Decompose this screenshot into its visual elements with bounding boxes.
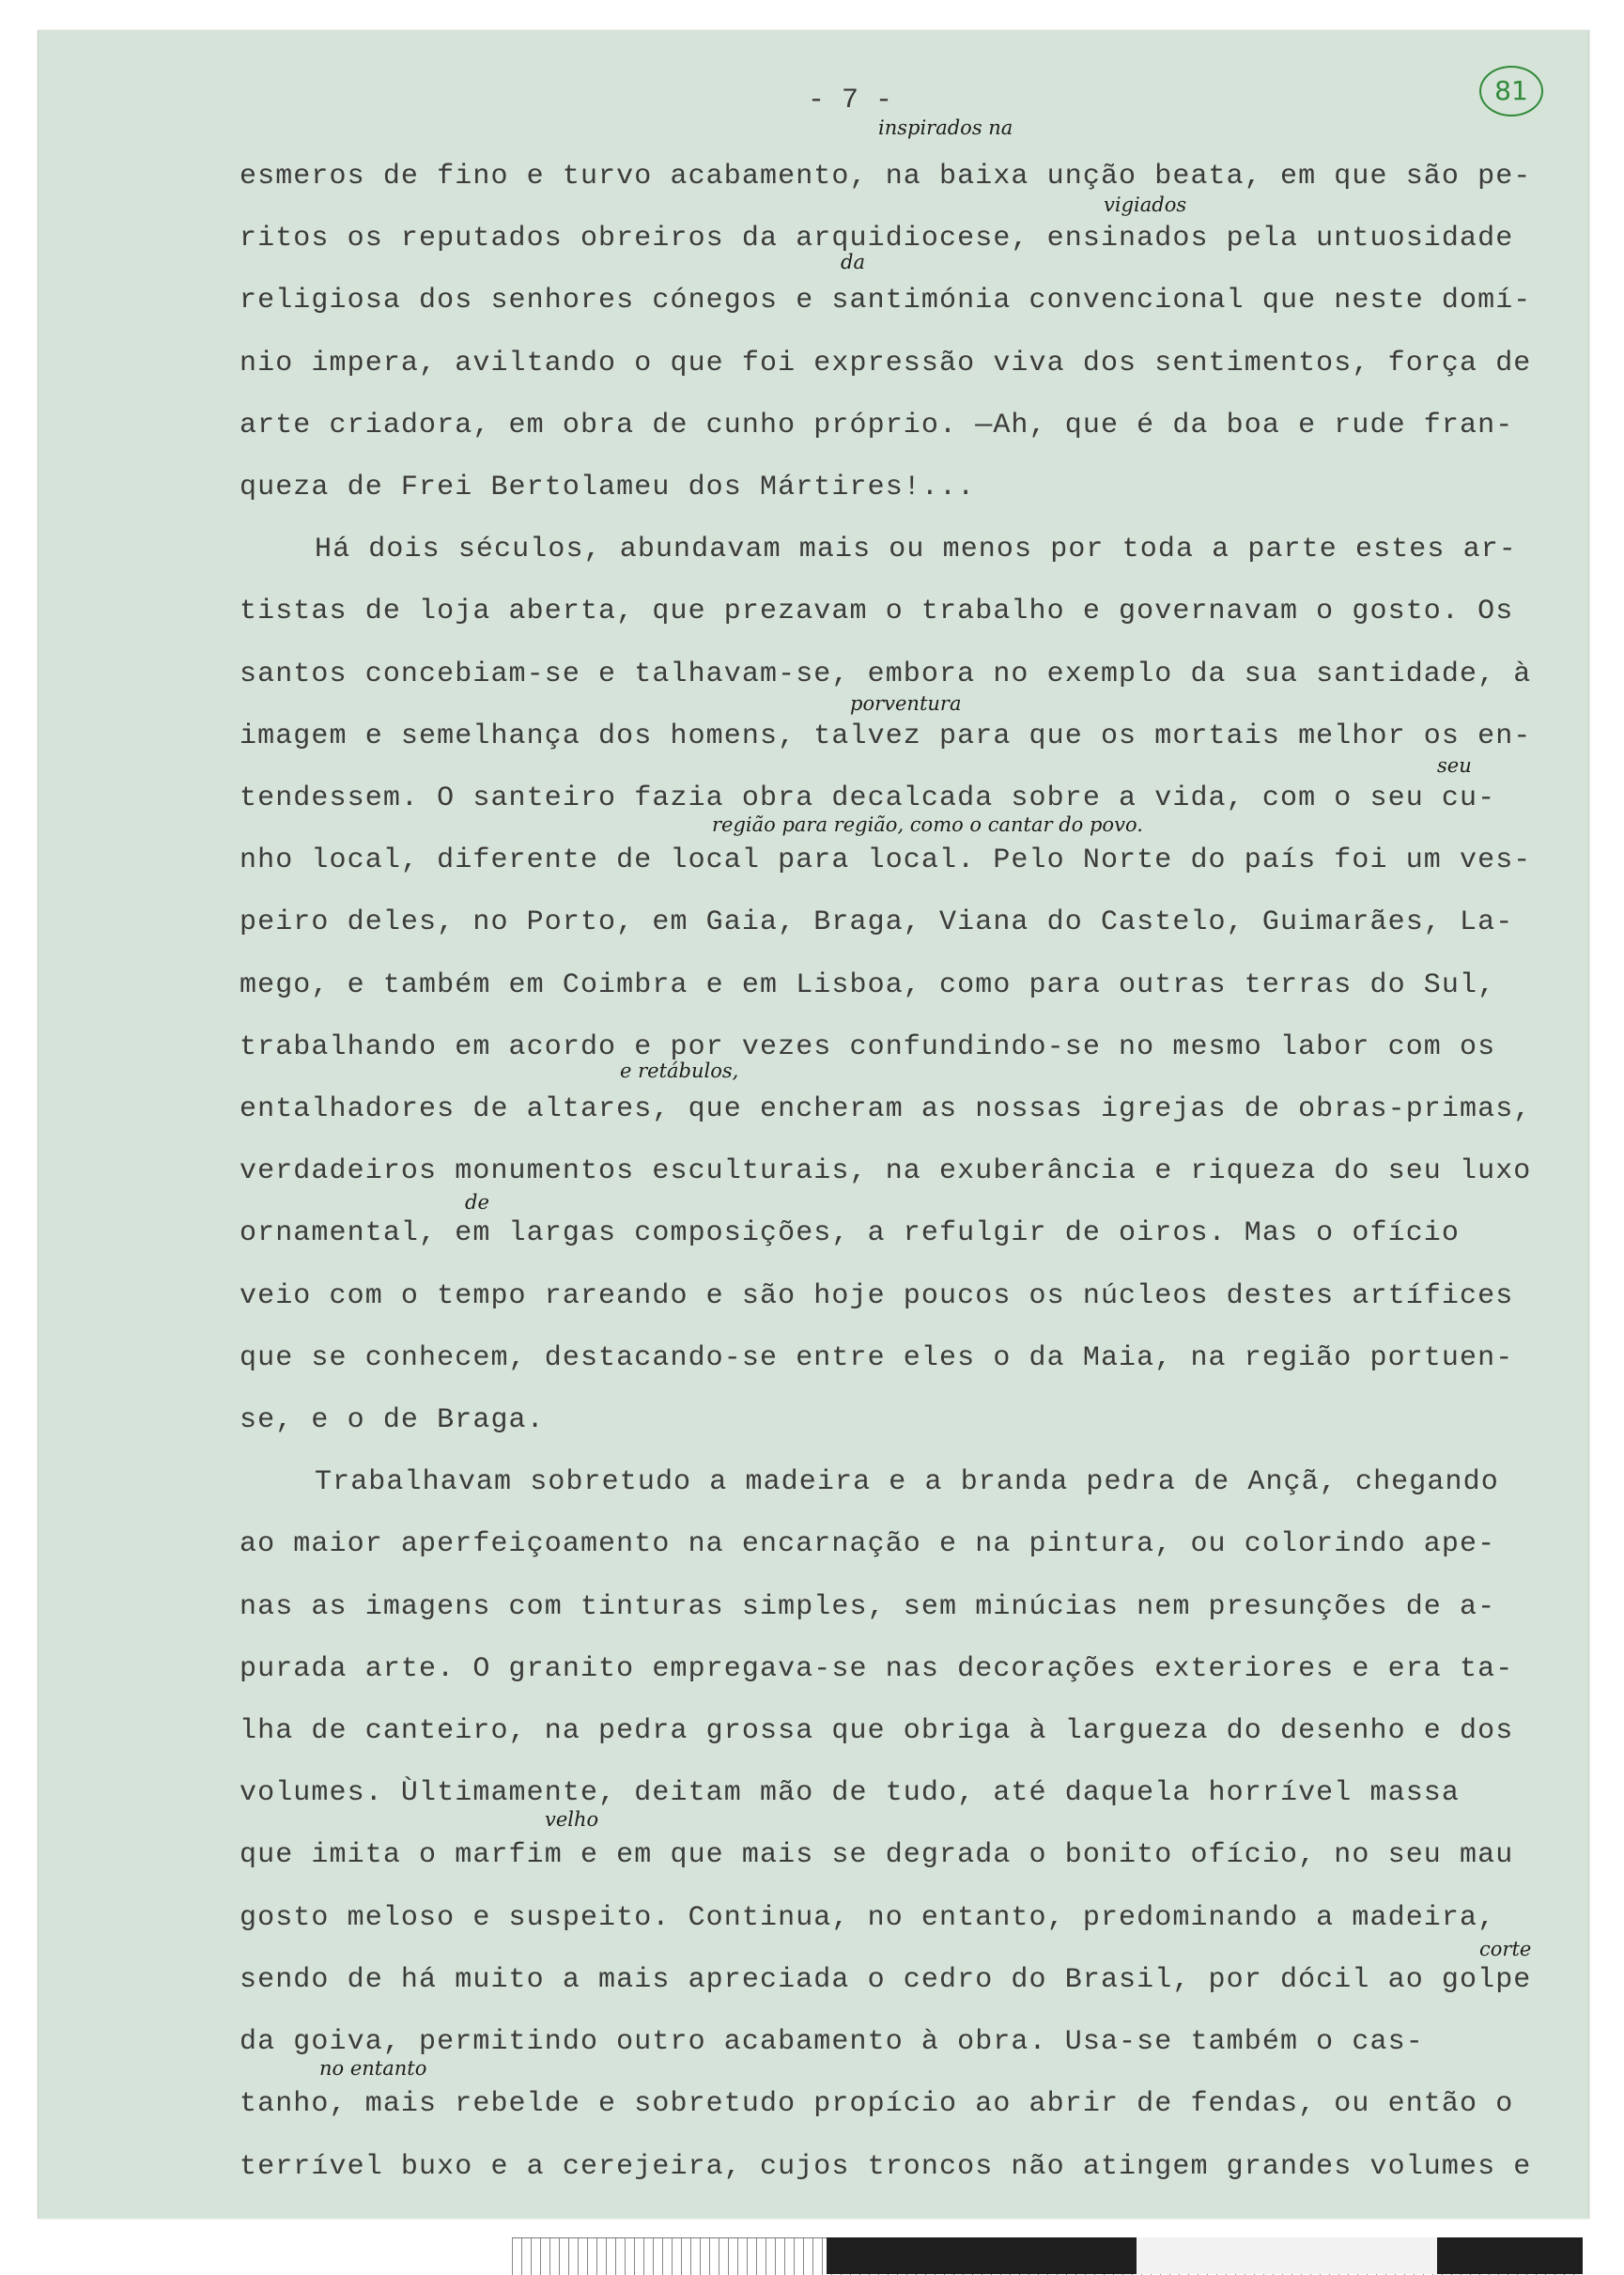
text-line: ao maior aperfeiçoamento na encarnação e na pintura, ou colorindo ape- (240, 1528, 1496, 1561)
text-line: ritos os reputados obreiros da arquidiocese, ensinados pela untuosidade (240, 223, 1514, 255)
typed-body-text (240, 146, 1592, 2198)
text-line: esmeros de fino e turvo acabamento, na baixa unção beata, em que são pe- (240, 161, 1532, 193)
folio-number-circle: 81 (1479, 66, 1543, 116)
text-line: nio impera, aviltando o que foi expressão viva dos sentimentos, força de (240, 347, 1532, 379)
text-line: Trabalhavam sobretudo a madeira e a branda pedra de Ançã, chegando (315, 1466, 1499, 1499)
text-line: que se conhecem, destacando-se entre eles o da Maia, na região portuen- (240, 1341, 1514, 1374)
text-line: arte criadora, em obra de cunho próprio. —Ah, que é da boa e rude fran- (240, 409, 1514, 441)
text-line: se, e o de Braga. (240, 1404, 545, 1437)
text-line: mego, e também em Coimbra e em Lisboa, como para outras terras do Sul, (240, 968, 1496, 1001)
text-line: tistas de loja aberta, que prezavam o trabalho e governavam o gosto. Os (240, 596, 1514, 628)
handwritten-annotation: da (841, 251, 865, 273)
handwritten-annotation: porventura (850, 692, 962, 715)
page-number: - 7 - (808, 85, 893, 116)
handwritten-annotation: vigiados (1104, 193, 1187, 216)
text-line: veio com o tempo rareando e são hoje poucos os núcleos destes artífices (240, 1279, 1514, 1312)
text-line: da goiva, permitindo outro acabamento à obra. Usa-se também o cas- (240, 2026, 1424, 2059)
text-line: ornamental, em largas composições, a refulgir de oiros. Mas o ofício (240, 1217, 1460, 1250)
text-line: santos concebiam-se e talhavam-se, embora no exemplo da sua santidade, à (240, 658, 1532, 690)
ruler-light-segment (1137, 2237, 1437, 2274)
ruler-dark-segment (827, 2237, 1137, 2274)
ruler-dark-segment (1437, 2237, 1583, 2274)
text-line: nas as imagens com tinturas simples, sem minúcias nem presunções de a- (240, 1590, 1496, 1623)
text-line: tendessem. O santeiro fazia obra decalcada sobre a vida, com o seu cu- (240, 782, 1496, 815)
text-line: Há dois séculos, abundavam mais ou menos por toda a parte estes ar- (315, 534, 1517, 566)
handwritten-annotation: no entanto (319, 2057, 427, 2080)
handwritten-annotation: região para região, como o cantar do povo. (712, 813, 1143, 836)
text-line: trabalhando em acordo e por vezes confundindo-se no mesmo labor com os (240, 1030, 1496, 1063)
text-line: peiro deles, no Porto, em Gaia, Braga, Viana do Castelo, Guimarães, La- (240, 906, 1514, 939)
handwritten-annotation: e retábulos, (620, 1060, 739, 1082)
text-line: terrível buxo e a cerejeira, cujos troncos não atingem grandes volumes e (240, 2150, 1532, 2183)
paragraph-1 (240, 146, 1592, 518)
handwritten-annotation: de (465, 1191, 489, 1214)
text-line: que imita o marfim e em que mais se degrada o bonito ofício, no seu mau (240, 1839, 1514, 1872)
text-line: entalhadores de altares, que encheram as nossas igrejas de obras-primas, (240, 1093, 1532, 1126)
text-line: sendo de há muito a mais apreciada o cedro do Brasil, por dócil ao golpe (240, 1963, 1532, 1996)
handwritten-annotation: corte (1479, 1938, 1532, 1960)
handwritten-annotation: velho (545, 1808, 599, 1831)
text-line: queza de Frei Bertolameu dos Mártires!... (240, 472, 976, 504)
text-line: nho local, diferente de local para local. Pelo Norte do país foi um ves- (240, 844, 1532, 877)
text-line: tanho, mais rebelde e sobretudo propício ao abrir de fendas, ou então o (240, 2088, 1514, 2121)
text-line: volumes. Ùltimamente, deitam mão de tudo, até daquela horrível massa (240, 1777, 1460, 1810)
paragraph-3 (240, 1451, 1592, 2197)
text-line: purada arte. O granito empregava-se nas decorações exteriores e era ta- (240, 1652, 1514, 1685)
text-line: lha de canteiro, na pedra grossa que obriga à largueza do desenho e dos (240, 1715, 1514, 1748)
handwritten-annotation: inspirados na (878, 116, 1013, 139)
text-line: verdadeiros monumentos esculturais, na exuberância e riqueza do seu luxo (240, 1155, 1532, 1188)
handwritten-annotation: seu (1437, 754, 1472, 777)
text-line: religiosa dos senhores cónegos e santimónia convencional que neste domí- (240, 285, 1532, 317)
text-line: gosto meloso e suspeito. Continua, no entanto, predominando a madeira, (240, 1901, 1496, 1934)
paragraph-2 (240, 518, 1592, 1451)
text-line: imagem e semelhança dos homens, talvez para que os mortais melhor os en- (240, 720, 1532, 752)
